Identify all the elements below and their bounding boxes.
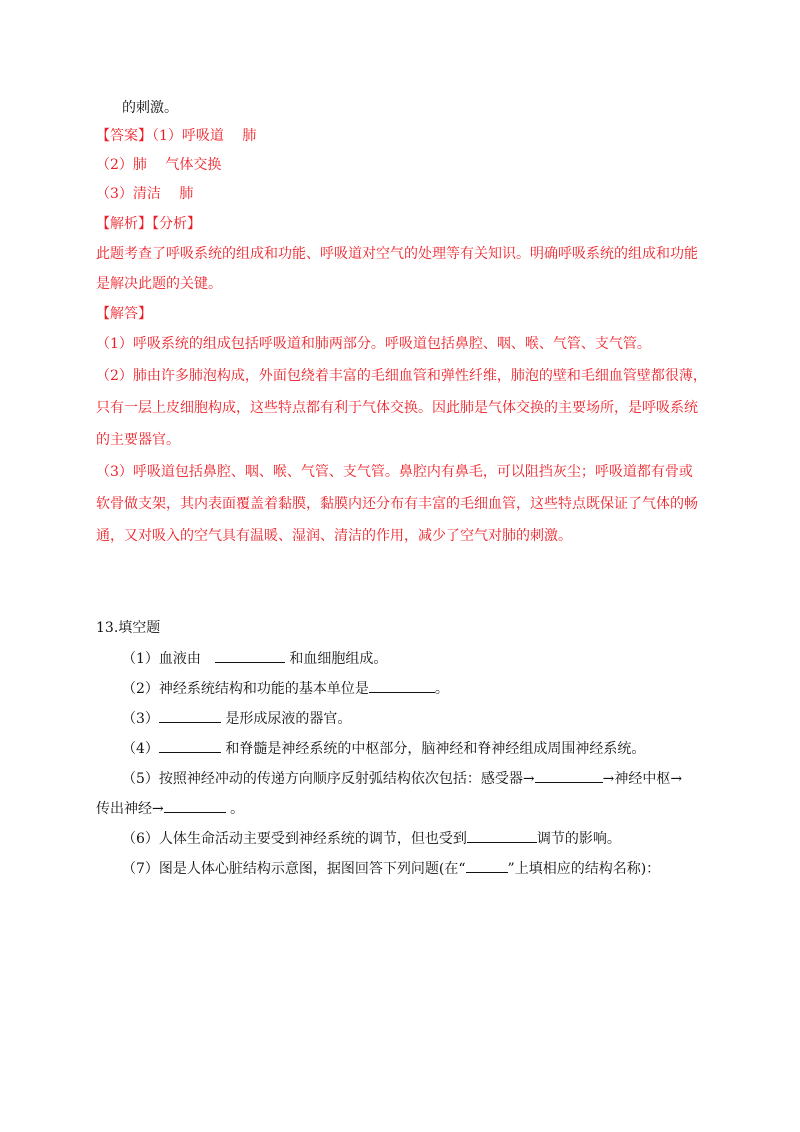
- q3-prefix: （3）: [122, 711, 159, 727]
- q6-prefix: （6）人体生命活动主要受到神经系统的调节，但也受到: [122, 831, 467, 847]
- question-13-item-6: [122, 828, 621, 849]
- q2-answer-blank[interactable]: [369, 678, 435, 693]
- q5-line-2-prefix: 传出神经→: [96, 801, 164, 817]
- answer-tag: 【答案】: [96, 128, 152, 144]
- question-13-item-3: [122, 708, 351, 729]
- solution-paragraph-2-line-3: 的主要器官。: [96, 432, 180, 448]
- question-13-item-2: [122, 678, 449, 699]
- q6-answer-blank[interactable]: [467, 828, 537, 843]
- q5-answer-blank-1[interactable]: [535, 768, 603, 783]
- question-13-item-5-line-2: [96, 798, 244, 819]
- q2-prefix: （2）神经系统结构和功能的基本单位是: [122, 681, 369, 697]
- question-13-title: 13.填空题: [96, 620, 161, 636]
- q7-prefix: （7）图是人体心脏结构示意图，据图回答下列问题(在“: [122, 861, 466, 877]
- q4-suffix: 和脊髓是神经系统的中枢部分，脑神经和脊神经组成周围神经系统。: [220, 741, 646, 757]
- q7-suffix: ”上填相应的结构名称)：: [507, 861, 661, 877]
- question-13-item-5-line-1: [122, 768, 682, 789]
- solution-paragraph-3-line-2: 软骨做支架，其内表面覆盖着黏膜，黏膜内还分布有丰富的毛细血管，这些特点既保证了气体的畅: [96, 496, 698, 512]
- solution-paragraph-3-line-1: （3）呼吸道包括鼻腔、咽、喉、气管、支气管。鼻腔内有鼻毛，可以阻挡灰尘；呼吸道都有骨或: [96, 464, 693, 480]
- q1-prefix: （1）血液由: [122, 651, 215, 667]
- q5-mid: →神经中枢→: [602, 771, 683, 787]
- analysis-text-line-2: 是解决此题的关键。: [96, 276, 222, 292]
- q5-prefix: （5）按照神经冲动的传递方向顺序反射弧结构依次包括：感受器→: [122, 771, 535, 787]
- solution-paragraph-2-line-2: 只有一层上皮细胞构成，这些特点都有利于气体交换。因此肺是气体交换的主要场所，是呼吸系统: [96, 400, 698, 416]
- q3-answer-blank[interactable]: [159, 708, 221, 723]
- q2-suffix: 。: [434, 681, 449, 697]
- question-13-item-1: [122, 648, 387, 669]
- q6-suffix: 调节的影响。: [536, 831, 621, 847]
- solution-paragraph-2-line-1: （2）肺由许多肺泡构成，外面包绕着丰富的毛细血管和弹性纤维，肺泡的壁和毛细血管壁都很薄，: [96, 368, 707, 384]
- answer-part-3: （3）清洁 肺: [96, 186, 194, 202]
- q7-answer-blank[interactable]: [466, 858, 508, 873]
- solution-paragraph-3-line-3: 通，又对吸入的空气具有温暖、湿润、清洁的作用，减少了空气对肺的刺激。: [96, 528, 572, 544]
- q5-suffix: 。: [225, 801, 245, 817]
- answer-part-2: （2）肺 气体交换: [96, 157, 222, 173]
- question-13-item-7: [122, 858, 660, 879]
- answer-part-1: （1）呼吸道 肺: [152, 128, 257, 144]
- continuation-text: 的刺激。: [122, 100, 178, 116]
- question-13-item-4: [122, 738, 645, 759]
- analysis-text-line-1: 此题考查了呼吸系统的组成和功能、呼吸道对空气的处理等有关知识。明确呼吸系统的组成和功能: [96, 246, 698, 262]
- solution-paragraph-1: （1）呼吸系统的组成包括呼吸道和肺两部分。呼吸道包括鼻腔、咽、喉、气管、支气管。: [96, 336, 651, 352]
- q3-suffix: 是形成尿液的器官。: [220, 711, 352, 727]
- q4-prefix: （4）: [122, 741, 159, 757]
- q1-suffix: 和血细胞组成。: [284, 651, 388, 667]
- answer-line-1: [96, 126, 256, 146]
- q4-answer-blank[interactable]: [159, 738, 221, 753]
- q1-answer-blank[interactable]: [215, 648, 285, 663]
- solution-tag: 【解答】: [96, 306, 152, 322]
- q5-answer-blank-2[interactable]: [164, 798, 226, 813]
- analysis-tag: 【解析】【分析】: [96, 216, 201, 232]
